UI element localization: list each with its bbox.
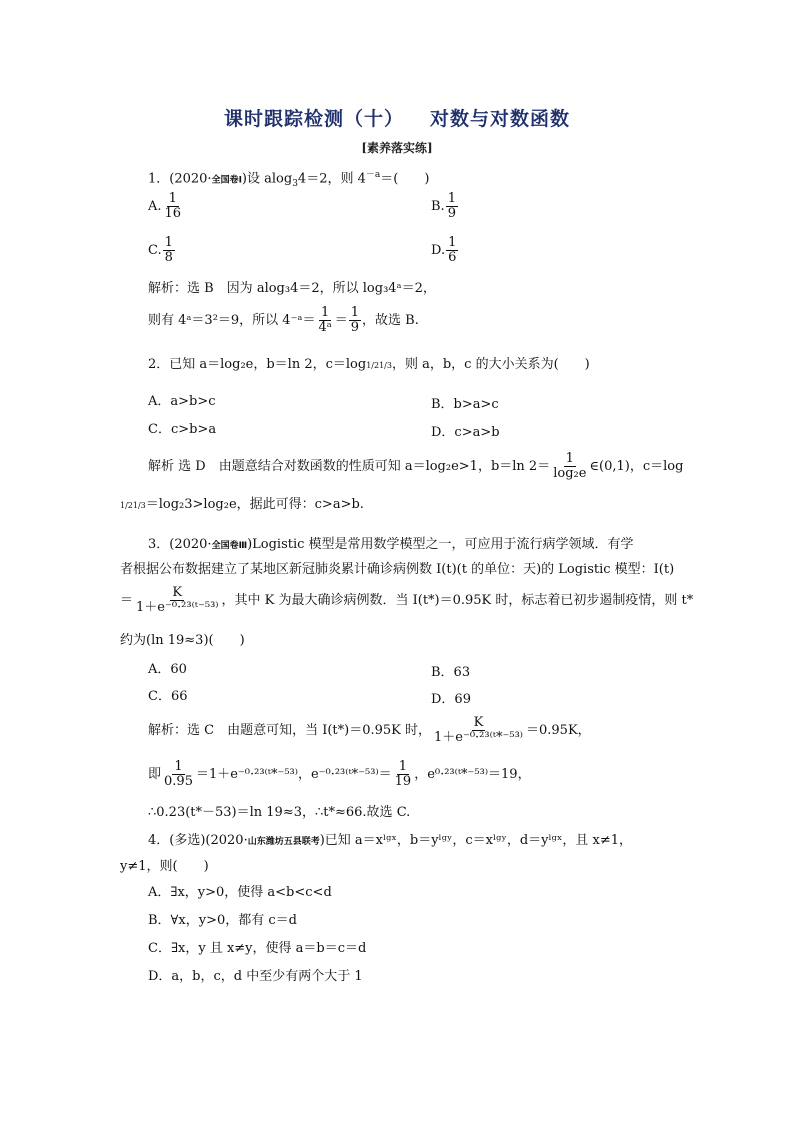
q3-option-c: C．66 — [148, 689, 188, 704]
q4-option-d: D．a，b，c，d 中至少有两个大于 1 — [148, 969, 363, 984]
q3-stem-line4: 约为(ln 19≈3)( ) — [120, 633, 245, 648]
q4-stem-line1: 4．(多选)(2020·山东潍坊五县联考)已知 a＝xˡᵍˣ，b＝yˡᵍʸ，c＝xˡᵍʸ，d＝yˡᵍˣ，且 x≠1， — [148, 833, 633, 848]
q1-option-d: D. $\frac{1}{6}$ — [431, 235, 457, 265]
q2-solution-line1: 解析 选 D 由题意结合对数函数的性质可知 a＝log₂e>1，b＝ln 2＝ $\frac{1}{\text{log₂e}}$ ∈(0,1)，c＝log — [148, 451, 684, 481]
q1-source: 全国卷Ⅰ — [211, 175, 242, 186]
q2-option-b: B．b>a>c — [431, 397, 499, 412]
q3-solution-line3: ∴0.23(t*－53)＝ln 19≈3，∴t*≈66.故选 C. — [148, 805, 411, 820]
q2-stem: 2．已知 a＝log₂e，b＝ln 2，c＝log1/21/3，则 a，b，c 的大小关系为( ) — [148, 357, 590, 372]
q3-option-d: D．69 — [431, 692, 471, 707]
title-part-a: 课时跟踪检测（十） — [223, 108, 404, 130]
page-title — [0, 104, 794, 131]
q2-solution-line2: 1/21/3＝log₂3>log₂e，据此可得：c>a>b. — [120, 497, 364, 512]
q2-option-c: C．c>b>a — [148, 422, 217, 437]
q3-solution-line1: 解析：选 C 由题意可知，当 I(t*)＝0.95K 时， $\frac{K}{\text{1＋e⁻⁰·²³⁽ᵗ*⁻⁵³⁾}}$ ＝0.95K， — [148, 715, 591, 745]
q4-option-a: A．∃x，y>0，使得 a<b<c<d — [148, 885, 332, 900]
q3-stem-line1: 3．(2020·全国卷Ⅲ)Logistic 模型是常用数学模型之一，可应用于流行病学领域．有学 — [148, 537, 634, 552]
q3-option-b: B．63 — [431, 665, 471, 680]
q4-option-b: B．∀x，y>0，都有 c＝d — [148, 913, 297, 928]
q3-stem-line2: 者根据公布数据建立了某地区新冠肺炎累计确诊病例数 I(t)(t 的单位：天)的 Logistic 模型：I(t) — [120, 562, 675, 577]
q2-option-d: D．c>a>b — [431, 425, 500, 440]
q1-solution-line1: 解析：选 B 因为 alog₃4＝2，所以 log₃4ᵃ＝2， — [148, 281, 436, 296]
q2-option-a: A．a>b>c — [148, 394, 216, 409]
q1-option-c: C. $\frac{1}{8}$ — [148, 235, 173, 265]
q3-option-a: A．60 — [148, 662, 187, 677]
q3-stem-line3: ＝ $\frac{K}{\text{1＋e⁻⁰·²³⁽ᵗ⁻⁵³⁾}}$ ，其中 K 为最大确诊病例数．当 I(t*)＝0.95K 时，标志着已初步遏制疫情，则 t* — [120, 585, 694, 615]
title-part-b: 对数与对数函数 — [430, 108, 571, 130]
q4-option-c: C．∃x，y 且 x≠y，使得 a＝b＝c＝d — [148, 941, 367, 956]
q4-source: 山东潍坊五县联考 — [247, 837, 320, 847]
q1-solution-line2: 则有 4ᵃ＝3²＝9，所以 4⁻ᵃ＝ $\frac{1}{\text{4ᵃ}}$ ＝ $\frac{1}{9}$ ，故选 B. — [148, 305, 419, 335]
q3-source: 全国卷Ⅲ — [211, 541, 248, 551]
section-label: [素养落实练] — [361, 141, 433, 155]
q1-stem: 1．(2020·全国卷Ⅰ)设 alog$_3$4＝2，则 $4^{-a}=$( ) — [148, 170, 430, 189]
q1-option-a: A. $\frac{1}{16}$ — [148, 191, 182, 221]
q1-option-b: B. $\frac{1}{9}$ — [431, 191, 456, 221]
q4-stem-line2: y≠1，则( ) — [120, 859, 209, 874]
q3-solution-line2: 即 $\frac{1}{0.95}$ ＝1＋e⁻⁰·²³⁽ᵗ*⁻⁵³⁾，e⁻⁰·²³⁽ᵗ*⁻⁵³⁾＝ $\frac{1}{19}$ ，e⁰·²³⁽ᵗ*⁻⁵³⁾＝19， — [148, 759, 531, 789]
